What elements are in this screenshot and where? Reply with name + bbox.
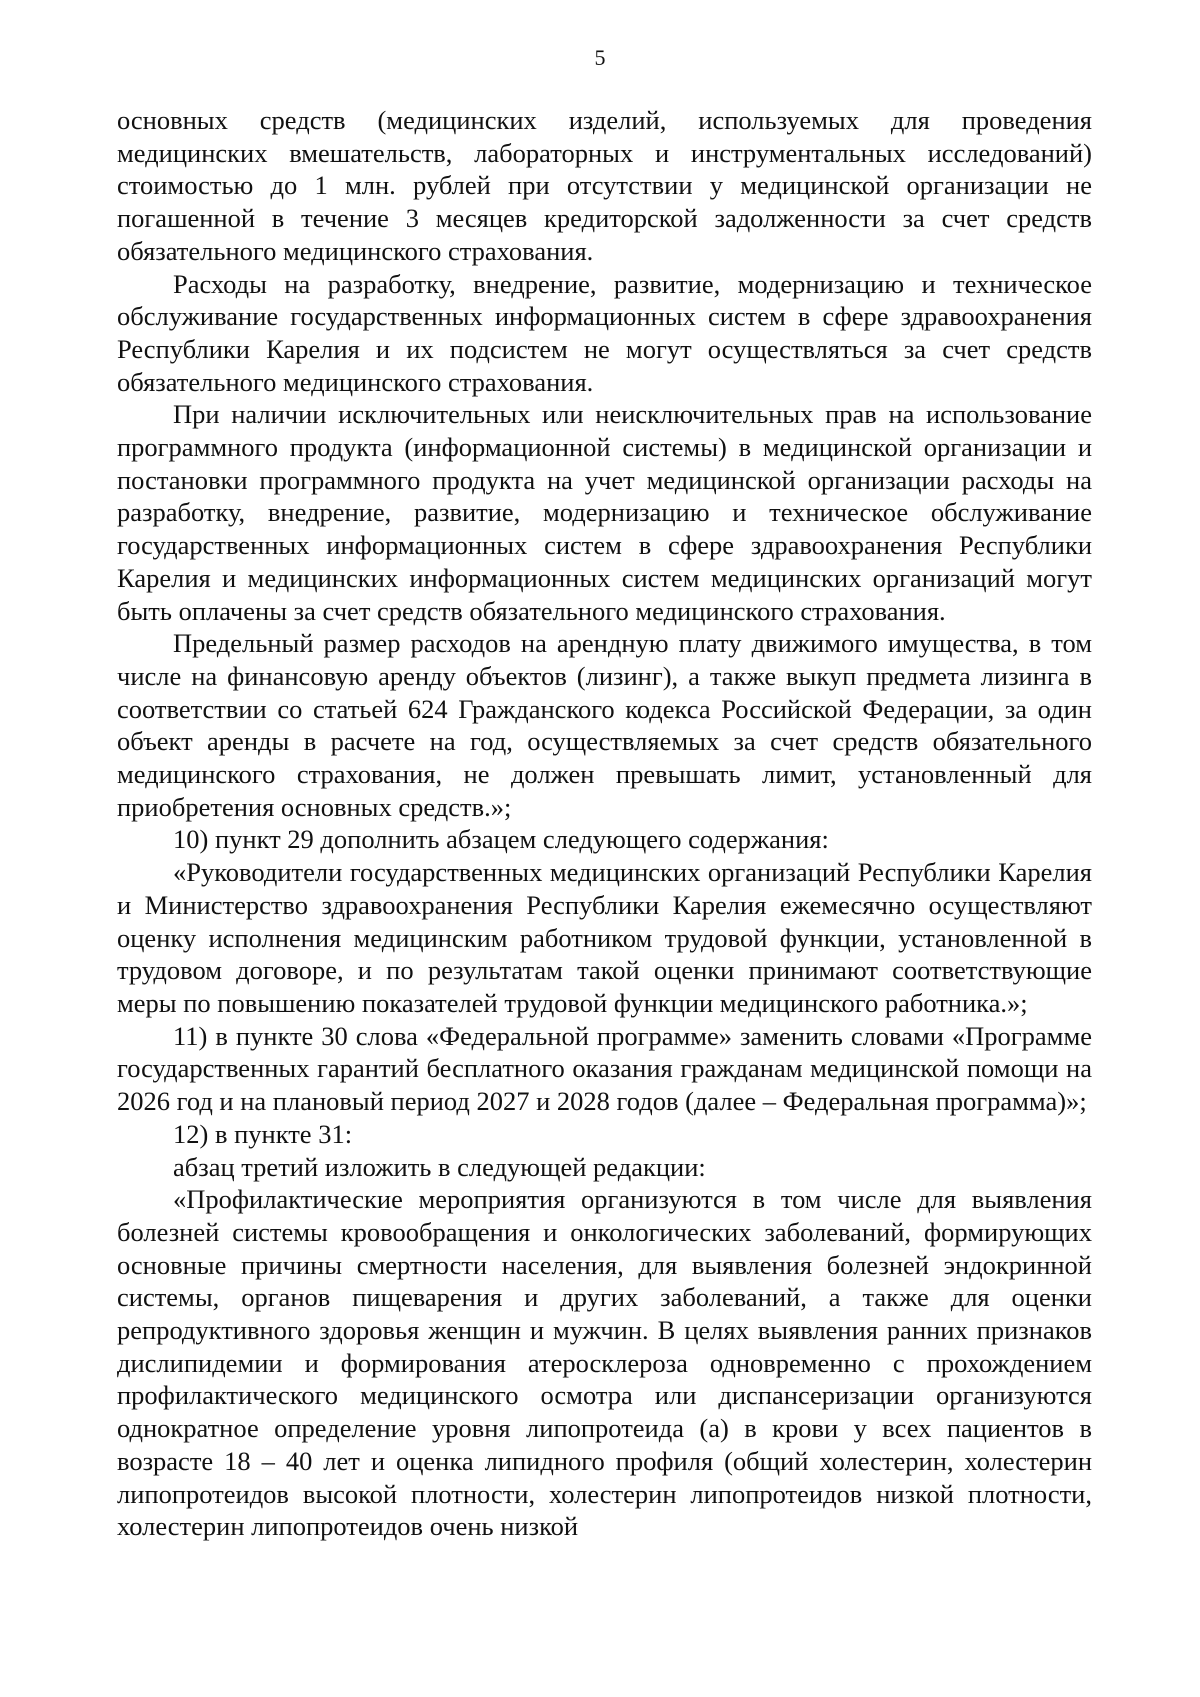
- paragraph-fixed-assets-continuation: основных средств (медицинских изделий, используемых для проведения медицинских вмешательств, лабораторных и инструментальных исследований) стоимостью до 1 млн. рублей при отсутствии у медицинской организации не погашенной в течение 3 месяцев кредиторской задолженности за счет средств обязательного медицинского страхования.: [117, 105, 1092, 266]
- paragraph-software-rights: При наличии исключительных или неисключительных прав на использование программного продукта (информационной системы) в медицинской организации и постановки программного продукта на учет медицинской организации расходы на разработку, внедрение, развитие, модернизацию и техническое обслуживание государственных информационных систем в сфере здравоохранения Республики Карелия и медицинских информационных систем медицинских организаций могут быть оплачены за счет средств обязательного медицинского страхования.: [117, 399, 1092, 626]
- paragraph-preventive-measures: «Профилактические мероприятия организуются в том числе для выявления болезней системы кровообращения и онкологических заболеваний, формирующих основные причины смертности населения, для выявления болезней эндокринной системы, органов пищеварения и других заболеваний, а также для оценки репродуктивного здоровья женщин и мужчин. В целях выявления ранних признаков дислипидемии и формирования атеросклероза одновременно с прохождением профилактического медицинского осмотра или диспансеризации организуются однократное определение уровня липопротеида (а) в крови у всех пациентов в возрасте 18 – 40 лет и оценка липидного профиля (общий холестерин, холестерин липопротеидов высокой плотности, холестерин липопротеидов низкой плотности, холестерин липопротеидов очень низкой: [117, 1184, 1092, 1542]
- paragraph-item-10: 10) пункт 29 дополнить абзацем следующего содержания:: [173, 824, 829, 855]
- paragraph-lease-limit: Предельный размер расходов на арендную плату движимого имущества, в том числе на финансовую аренду объектов (лизинг), а также выкуп предмета лизинга в соответствии со статьей 624 Гражданского кодекса Российской Федерации, за один объект аренды в расчете на год, осуществляемых за счет средств обязательного медицинского страхования, не должен превышать лимит, установленный для приобретения основных средств.»;: [117, 628, 1092, 822]
- page-number: 5: [594, 45, 606, 70]
- paragraph-item-12: 12) в пункте 31:: [173, 1118, 353, 1149]
- document-body: [117, 104, 1092, 1543]
- paragraph-item-11: 11) в пункте 30 слова «Федеральной программе» заменить словами «Программе государственных гарантий бесплатного оказания гражданам медицинской помощи на 2026 год и на плановый период 2027 и 2028 годов (далее – Федеральная программа)»;: [117, 1020, 1092, 1117]
- paragraph-item-10-content: «Руководители государственных медицинских организаций Республики Карелия и Министерство здравоохранения Республики Карелия ежемесячно осуществляют оценку исполнения медицинским работником трудовой функции, установленной в трудовом договоре, и по результатам такой оценки принимают соответствующие меры по повышению показателей трудовой функции медицинского работника.»;: [117, 857, 1092, 1018]
- paragraph-information-systems-expenses: Расходы на разработку, внедрение, развитие, модернизацию и техническое обслуживание государственных информационных систем в сфере здравоохранения Республики Карелия и их подсистем не могут осуществляться за счет средств обязательного медицинского страхования.: [117, 268, 1092, 397]
- paragraph-item-12-instruction: абзац третий изложить в следующей редакции:: [173, 1151, 706, 1182]
